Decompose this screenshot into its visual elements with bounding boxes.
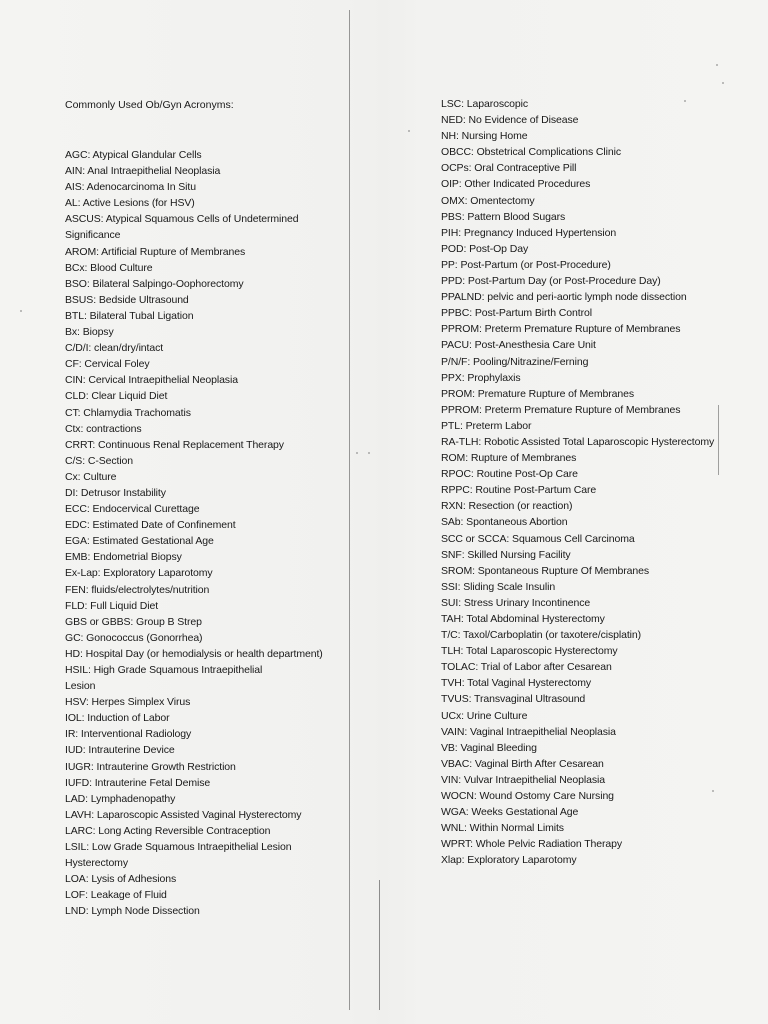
acronym-entry: LAVH: Laparoscopic Assisted Vaginal Hysterectomy — [65, 808, 302, 821]
acronym-entry: VIN: Vulvar Intraepithelial Neoplasia — [441, 773, 605, 786]
acronym-entry: Hysterectomy — [65, 857, 128, 870]
acronym-entry: LAD: Lymphadenopathy — [65, 792, 176, 805]
acronym-entry: IOL: Induction of Labor — [65, 712, 170, 725]
acronym-entry: C/D/I: clean/dry/intact — [65, 342, 164, 355]
acronym-entry: PPROM: Preterm Premature Rupture of Membranes — [441, 403, 681, 416]
acronym-entry: PPBC: Post-Partum Birth Control — [441, 307, 592, 320]
acronym-entry: Bx: Biopsy — [65, 326, 114, 339]
acronym-entry: AIN: Anal Intraepithelial Neoplasia — [65, 165, 221, 178]
acronym-entry: TLH: Total Laparoscopic Hysterectomy — [441, 645, 618, 658]
acronym-entry: PPX: Prophylaxis — [441, 371, 521, 384]
acronym-entry: BTL: Bilateral Tubal Ligation — [65, 309, 194, 322]
acronym-entry: IUGR: Intrauterine Growth Restriction — [65, 760, 236, 773]
acronym-entry: IUD: Intrauterine Device — [65, 744, 175, 757]
acronym-entry: FLD: Full Liquid Diet — [65, 599, 159, 612]
acronym-entry: PTL: Preterm Labor — [441, 419, 532, 432]
acronym-entry: SCC or SCCA: Squamous Cell Carcinoma — [441, 532, 635, 545]
acronym-entry: TAH: Total Abdominal Hysterectomy — [441, 613, 605, 625]
acronym-entry: P/N/F: Pooling/Nitrazine/Ferning — [441, 355, 589, 368]
acronym-entry: OMX: Omentectomy — [441, 194, 535, 207]
acronym-entry: BSUS: Bedside Ultrasound — [65, 293, 189, 306]
scan-speck — [368, 452, 370, 454]
acronym-entry: GC: Gonococcus (Gonorrhea) — [65, 631, 203, 644]
acronym-entry: BCx: Blood Culture — [65, 261, 153, 274]
acronym-entry: UCx: Urine Culture — [441, 709, 528, 722]
acronym-entry: PIH: Pregnancy Induced Hypertension — [441, 226, 617, 239]
document-title: Commonly Used Ob/Gyn Acronyms: — [65, 99, 234, 111]
acronym-entry: HD: Hospital Day (or hemodialysis or health department) — [65, 647, 323, 660]
acronym-entry: EGA: Estimated Gestational Age — [65, 535, 214, 548]
acronym-entry: WGA: Weeks Gestational Age — [441, 806, 579, 819]
page-fold-line-lower — [379, 880, 380, 1010]
acronym-entry: DI: Detrusor Instability — [65, 486, 166, 499]
acronym-entry: PACU: Post-Anesthesia Care Unit — [441, 339, 596, 352]
acronym-entry: RPPC: Routine Post-Partum Care — [441, 484, 597, 497]
acronym-entry: AROM: Artificial Rupture of Membranes — [65, 245, 246, 258]
acronym-entry: NH: Nursing Home — [441, 130, 528, 143]
scan-speck — [408, 130, 410, 132]
acronym-entry: RPOC: Routine Post-Op Care — [441, 468, 578, 481]
acronym-entry: LSIL: Low Grade Squamous Intraepithelial Lesion — [65, 841, 292, 854]
acronym-entry: TVH: Total Vaginal Hysterectomy — [441, 677, 591, 690]
acronym-entry: HSIL: High Grade Squamous Intraepithelial — [65, 664, 263, 676]
acronym-entry: CIN: Cervical Intraepithelial Neoplasia — [65, 374, 238, 387]
acronym-entry: POD: Post-Op Day — [441, 242, 529, 255]
acronym-entry: TVUS: Transvaginal Ultrasound — [441, 693, 586, 706]
acronym-entry: PPD: Post-Partum Day (or Post-Procedure Day) — [441, 275, 661, 288]
acronym-entry: RA-TLH: Robotic Assisted Total Laparoscopic Hysterectomy — [441, 435, 715, 448]
acronym-entry: OCPs: Oral Contraceptive Pill — [441, 162, 577, 175]
acronym-entry: CLD: Clear Liquid Diet — [65, 390, 168, 403]
page-fold-mark — [718, 405, 719, 475]
acronym-entry: CT: Chlamydia Trachomatis — [65, 406, 191, 419]
acronym-entry: VBAC: Vaginal Birth After Cesarean — [441, 757, 604, 770]
acronym-entry: Xlap: Exploratory Laparotomy — [441, 854, 577, 867]
acronym-entry: HSV: Herpes Simplex Virus — [65, 696, 191, 709]
acronym-entry: IUFD: Intrauterine Fetal Demise — [65, 776, 211, 789]
acronym-entry: SROM: Spontaneous Rupture Of Membranes — [441, 564, 650, 577]
acronym-entry: WPRT: Whole Pelvic Radiation Therapy — [441, 838, 623, 851]
acronym-entry: LND: Lymph Node Dissection — [65, 905, 200, 918]
acronym-entry: FEN: fluids/electrolytes/nutrition — [65, 583, 210, 596]
acronym-entry: PP: Post-Partum (or Post-Procedure) — [441, 258, 611, 271]
acronym-entry: VAIN: Vaginal Intraepithelial Neoplasia — [441, 725, 616, 738]
acronym-entry: NED: No Evidence of Disease — [441, 114, 579, 127]
scan-speck — [716, 64, 718, 66]
acronym-list-right — [441, 96, 714, 869]
acronym-entry: Cx: Culture — [65, 470, 117, 483]
acronym-entry: VB: Vaginal Bleeding — [441, 741, 537, 754]
scan-speck — [20, 310, 22, 312]
acronym-entry: SUI: Stress Urinary Incontinence — [441, 596, 591, 609]
acronym-entry: Lesion — [65, 680, 96, 693]
acronym-entry: Significance — [65, 229, 121, 242]
acronym-entry: PPROM: Preterm Premature Rupture of Membranes — [441, 323, 681, 336]
acronym-entry: OIP: Other Indicated Procedures — [441, 178, 591, 191]
acronym-entry: TOLAC: Trial of Labor after Cesarean — [441, 661, 612, 674]
scan-speck — [722, 82, 724, 84]
acronym-entry: SSI: Sliding Scale Insulin — [441, 580, 556, 593]
acronym-entry: IR: Interventional Radiology — [65, 728, 192, 741]
acronym-entry: LOA: Lysis of Adhesions — [65, 873, 177, 886]
acronym-entry: WOCN: Wound Ostomy Care Nursing — [441, 790, 614, 803]
acronym-entry: EDC: Estimated Date of Confinement — [65, 519, 236, 532]
acronym-entry: SAb: Spontaneous Abortion — [441, 516, 568, 529]
acronym-entry: WNL: Within Normal Limits — [441, 822, 564, 835]
acronym-entry: SNF: Skilled Nursing Facility — [441, 548, 571, 561]
acronym-entry: ECC: Endocervical Curettage — [65, 503, 200, 516]
acronym-entry: ASCUS: Atypical Squamous Cells of Undetermined — [65, 213, 299, 226]
acronym-entry: CRRT: Continuous Renal Replacement Therapy — [65, 438, 284, 451]
page-fold-line — [349, 10, 350, 1010]
acronym-entry: C/S: C-Section — [65, 454, 134, 467]
acronym-entry: PPALND: pelvic and peri-aortic lymph node dissection — [441, 291, 687, 304]
acronym-entry: PROM: Premature Rupture of Membranes — [441, 387, 635, 400]
acronym-entry: EMB: Endometrial Biopsy — [65, 551, 182, 564]
acronym-entry: AIS: Adenocarcinoma In Situ — [65, 181, 196, 194]
acronym-entry: LARC: Long Acting Reversible Contraception — [65, 824, 271, 837]
scan-speck — [356, 452, 358, 454]
acronym-entry: BSO: Bilateral Salpingo-Oophorectomy — [65, 277, 244, 290]
acronym-entry: RXN: Resection (or reaction) — [441, 500, 573, 513]
acronym-entry: OBCC: Obstetrical Complications Clinic — [441, 146, 622, 159]
acronym-entry: LOF: Leakage of Fluid — [65, 889, 167, 902]
acronym-entry: AL: Active Lesions (for HSV) — [65, 197, 195, 210]
acronym-entry: GBS or GBBS: Group B Strep — [65, 615, 202, 628]
acronym-list-left — [65, 147, 323, 920]
acronym-entry: Ctx: contractions — [65, 422, 142, 435]
acronym-entry: Ex-Lap: Exploratory Laparotomy — [65, 567, 213, 580]
acronym-entry: ROM: Rupture of Membranes — [441, 452, 577, 465]
acronym-entry: LSC: Laparoscopic — [441, 98, 529, 110]
acronym-entry: AGC: Atypical Glandular Cells — [65, 149, 202, 161]
acronym-entry: PBS: Pattern Blood Sugars — [441, 210, 566, 223]
acronym-entry: T/C: Taxol/Carboplatin (or taxotere/cisplatin) — [441, 629, 642, 642]
acronym-entry: CF: Cervical Foley — [65, 358, 150, 371]
